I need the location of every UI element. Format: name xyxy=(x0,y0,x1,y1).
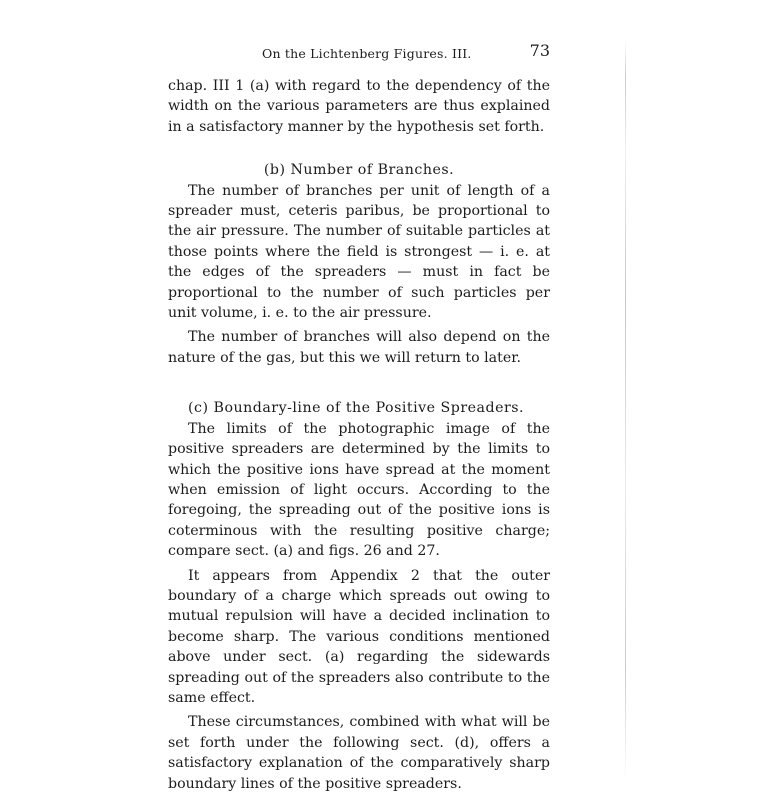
paragraph-continuation: chap. III 1 (a) with regard to the dependency of the width on the various parameters are thus explained in a satisfactory manner by the hypothesis set forth. xyxy=(168,78,550,135)
paragraph-b1: The number of branches per unit of length of a spreader must, ceteris paribus, be proportional to the air pressure. The number of suitable particles at those points where the field is strongest — i. e. at the edges of the spreaders — must in fact be proportional to the number of such particles per unit volume, i. e. to the air pressure. xyxy=(168,182,550,322)
section-heading-c: (c) Boundary-line of the Positive Spreaders. xyxy=(188,400,525,417)
page-body xyxy=(168,76,550,794)
paragraph-b2: The number of branches will also depend on the nature of the gas, but this we will return to later. xyxy=(168,329,550,366)
running-title: On the Lichtenberg Figures. III. xyxy=(262,46,472,61)
page-number: 73 xyxy=(529,41,550,60)
paragraph-c1: The limits of the photographic image of the positive spreaders are determined by the limits to which the positive ions have spread at the moment when emission of light occurs. According to the foregoing, the spreading out of the positive ions is coterminous with the resulting positive charge; compare sect. (a) and figs. 26 and 27. xyxy=(168,420,550,560)
section-heading-b: (b) Number of Branches. xyxy=(263,162,455,179)
paragraph-c2: It appears from Appendix 2 that the outer boundary of a charge which spreads out owing to mutual repulsion will have a decided inclination to become sharp. The various conditions mentioned above under sect. (a) regarding the sidewards spreading out of the spreaders also contribute to the same effect. xyxy=(168,567,550,706)
page-header xyxy=(168,41,550,64)
paragraph-c3: These circumstances, combined with what will be set forth under the following sect. (d), offers a satisfactory explanation of the comparatively sharp boundary lines of the positive spreaders. xyxy=(168,714,550,792)
scan-margin-line xyxy=(625,40,626,780)
